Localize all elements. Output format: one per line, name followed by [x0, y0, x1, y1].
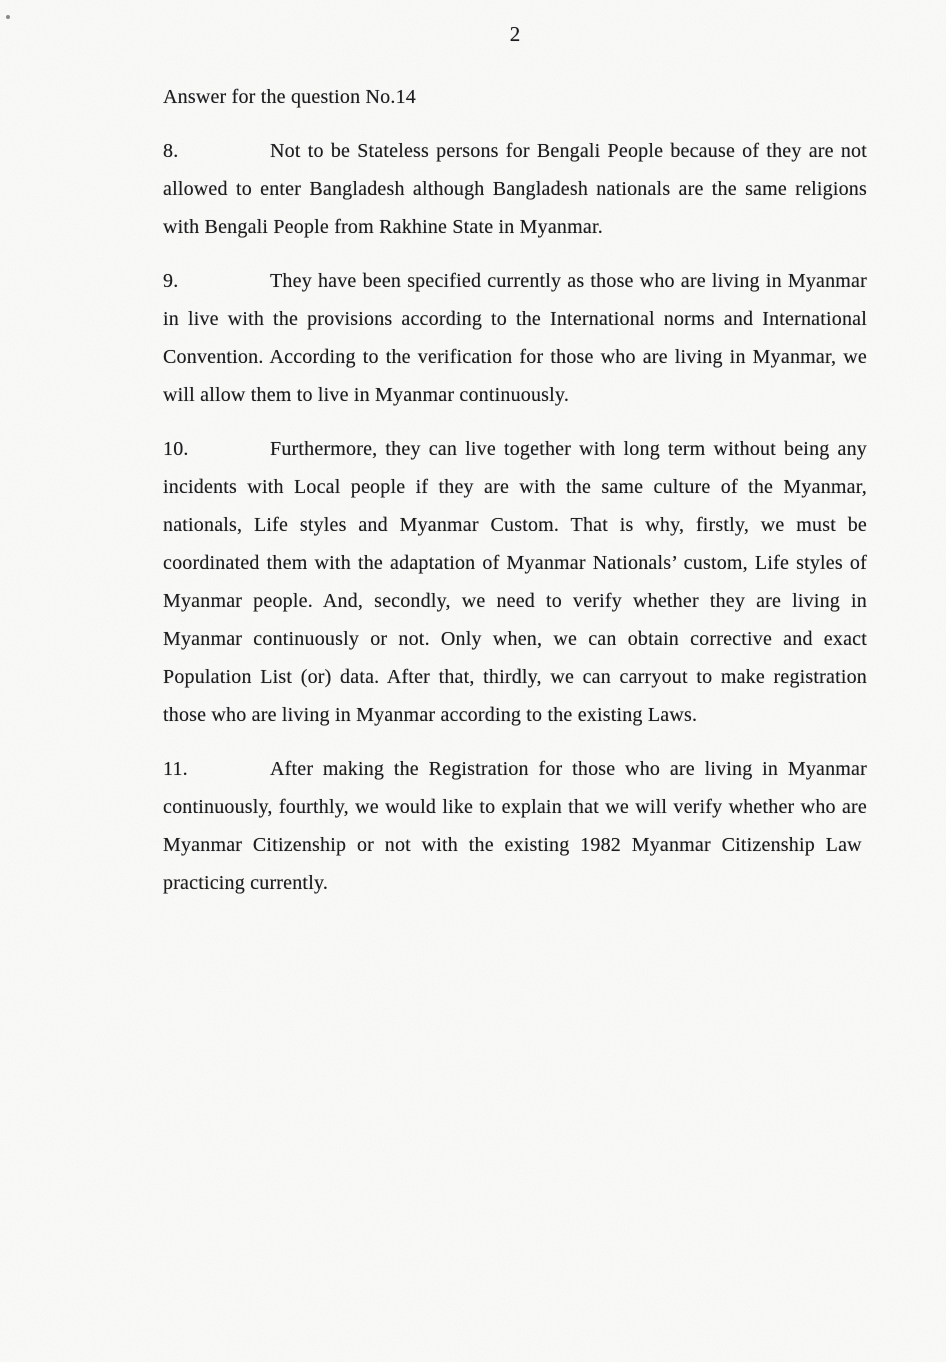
paragraph-number: 10.: [163, 438, 189, 460]
paragraph-number: 8.: [163, 140, 179, 162]
paragraph-9: [163, 262, 867, 414]
section-heading: Answer for the question No.14: [163, 86, 416, 108]
page-number: 2: [509, 22, 521, 46]
paragraph-8: [163, 132, 867, 246]
document-page: [163, 20, 867, 902]
paragraph-text: Not to be Stateless persons for Bengali People because of they are not allowed to enter Bangladesh although Bangladesh nationals are the same religions with Bengali People from Rakhine State in Myanmar.: [163, 140, 867, 238]
scan-speck: [6, 15, 10, 19]
paragraph-text: They have been specified currently as those who are living in Myanmar in live with the provisions according to the International norms and International Convention. According to the verification for those who are living in Myanmar, we will allow them to live in Myanmar continuously.: [163, 270, 867, 406]
paragraph-number: 11.: [163, 758, 188, 780]
paragraph-text: After making the Registration for those who are living in Myanmar continuously, fourthly, we would like to explain that we will verify whether who are Myanmar Citizenship or not with the existing 1982 Myanmar Citizenship Law practicing currently.: [163, 758, 867, 894]
paragraph-11: [163, 750, 867, 902]
paragraph-number: 9.: [163, 270, 179, 292]
paragraph-text: Furthermore, they can live together with long term without being any incidents with Local people if they are with the same culture of the Myanmar, nationals, Life styles and Myanmar Custom. That is why, firstly, we must be coordinated them with the adaptation of Myanmar Nationals’ custom, Life styles of Myanmar people. And, secondly, we need to verify whether they are living in Myanmar continuously or not. Only when, we can obtain corrective and exact Population List (or) data. After that, thirdly, we can carryout to make registration those who are living in Myanmar according to the existing Laws.: [163, 438, 867, 726]
paragraph-10: [163, 430, 867, 734]
